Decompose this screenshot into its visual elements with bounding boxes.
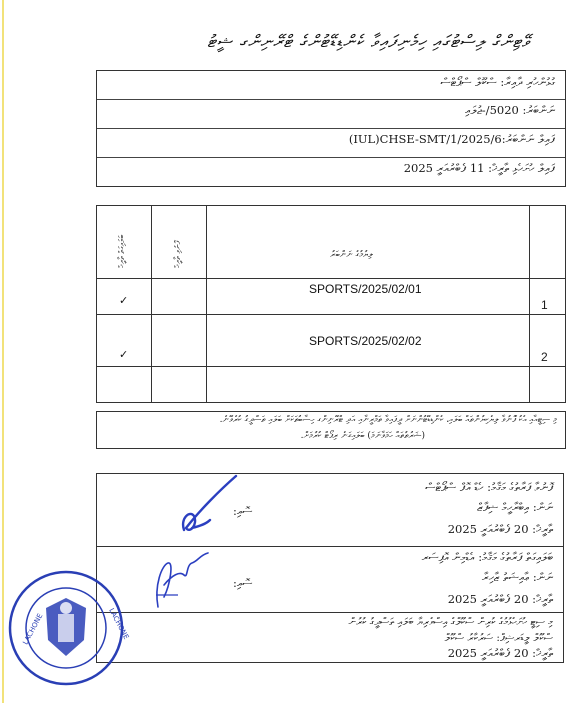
row-number-2: 2 (541, 350, 548, 364)
documents-table (96, 205, 566, 403)
header-sent-date: ފޮނުވި ތާރީޚް (173, 240, 182, 268)
sender-signature (170, 470, 253, 550)
info-row-1 (97, 71, 565, 100)
info-line-2: ނަންބަރު: 5020/-ޖުލައި (465, 103, 555, 117)
note-box (96, 411, 566, 449)
row-number-1: 1 (541, 298, 548, 312)
doc-number-2: SPORTS/2025/02/02 (309, 334, 422, 348)
sender-sign-label: ސޮއި: (233, 504, 253, 518)
header-received-date: ބަލައިގަތް ތާރީޚް (117, 234, 126, 268)
check-mark-icon: ✓ (119, 348, 129, 361)
check-mark-icon: ✓ (119, 294, 129, 307)
page-edge-line (2, 0, 4, 703)
stamp-left-word: LACHONE (21, 612, 45, 647)
page-title: ވޭޓިންގް ލިސްޓުގައި ހިމެނިފައިވާ ކެންޑިޑޭޓުންގެ ޓްރޭނިންގ ޝީޓު (207, 32, 530, 52)
info-box (96, 70, 566, 187)
note-line-1: މި ސިޓީއާއި އެކު ފޮނުވާ ލިޔެކިޔުންތައް ބަލައި، ކެންޑިޑޭޓުންނަށް ދީފައިވާ ތަމްރީނާއި އަދި ޓްރޭނިންގ ހިސާބުތަކަށް ބަލައި ތަސްދީގު ކުރެވޭނެ. (219, 415, 557, 425)
info-row-3 (97, 128, 565, 158)
sender-date: ތާރީޚް: 20 ފެބްރުއަރީ 2025 (447, 522, 553, 536)
verify-note: މި ސިޓީ ހުށަހެޅުމުގެ ކުރިން ސްކޫލްގެ އިސްވެރިޔާ ބަލައި ތަސްދީގު ކުރުން (348, 616, 553, 628)
stamp-right-word: LACHONE (107, 606, 131, 641)
info-line-4: ފައިލް ހުށަހެޅި ތާރީޚް: 11 ފެބްރުއަރީ 2025 (403, 161, 555, 175)
header-doc-number: ލިޔުމުގެ ނަންބަރު (330, 250, 373, 260)
info-row-4 (97, 157, 565, 186)
receiver-signature (148, 545, 218, 615)
info-line-3: (IUL)CHSE-SMT/1/2025/6:ފައިލް ނަންބަރު (348, 132, 555, 146)
receiver-date: ތާރީޚް: 20 ފެބްރުއަރީ 2025 (447, 592, 553, 606)
note-line-2: (ޝަރުތުތައް ހަމަވާނަމަ) ބަލައިގަނެ ރިޕޯޓް ކުރުމަށް. (300, 431, 425, 441)
receiver-name: ނަން: ޢާއިޝަތު ޒާހިރާ (481, 570, 553, 584)
sender-title: ފޮނުވާ ފަރާތުގެ މަޤާމު: ހެޑް އޮފް ސްޕޯޓްސް (425, 480, 553, 494)
info-row-2 (97, 99, 565, 129)
verify-leadership: ސްކޫލް ލީޑަރޝިޕް: ސަރުކާރު ސްކޫލް (444, 632, 553, 644)
receiver-title: ބަލައިގަތް ފަރާތުގެ މަޤާމު: އެޑްމިން އޮފިސަރ (421, 550, 553, 564)
info-line-1: ގުޅުންހުރި ދާއިރާ: ސްކޫލް ސްޕޯޓްސް (440, 75, 555, 89)
verify-date: ތާރީޚް: 20 ފެބްރުއަރީ 2025 (447, 646, 553, 660)
official-stamp-seal (6, 568, 131, 688)
doc-number-1: SPORTS/2025/02/01 (309, 282, 422, 296)
sender-name: ނަން: އިބްރާހީމް ޝިފާޒް (476, 500, 553, 514)
receiver-sign-label: ސޮއި: (233, 576, 253, 590)
